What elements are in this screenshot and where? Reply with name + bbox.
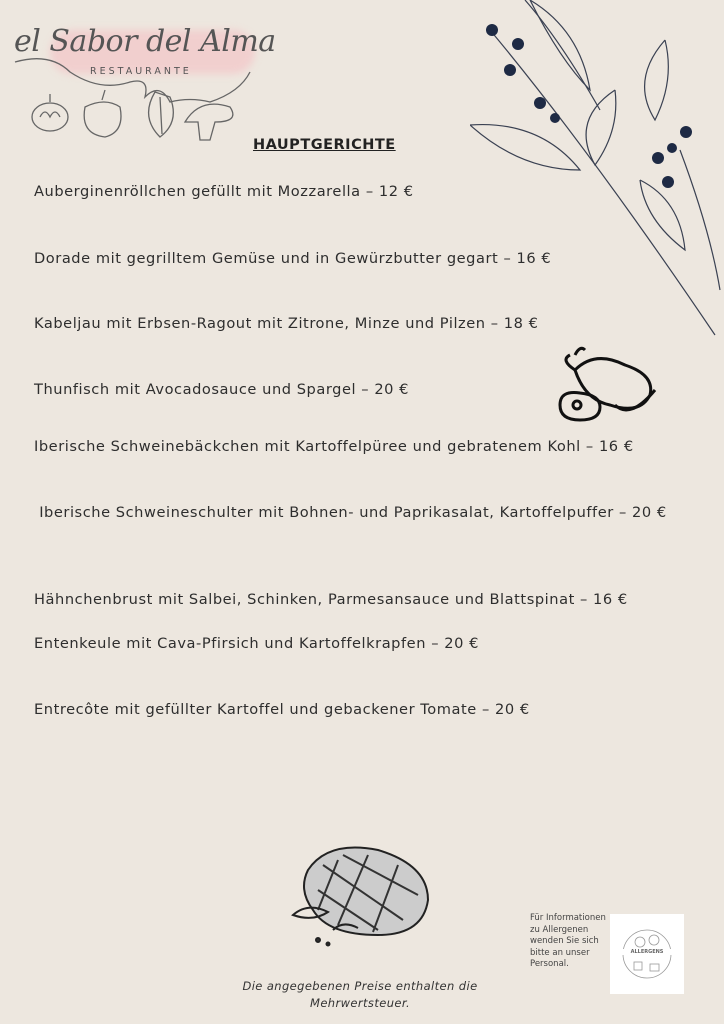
menu-item: Iberische Schweineschulter mit Bohnen- und Paprikasalat, Kartoffelpuffer – 20 € bbox=[34, 504, 667, 521]
vat-footer-note: Die angegebenen Preise enthalten die Mehrwertsteuer. bbox=[242, 979, 478, 1010]
menu-item: Iberische Schweinebäckchen mit Kartoffelpüree und gebratenem Kohl – 16 € bbox=[34, 438, 634, 455]
chicken-meat-icon bbox=[555, 345, 660, 425]
logo-name: el Sabor del Alma bbox=[14, 24, 276, 59]
menu-item: Entrecôte mit gefüllter Kartoffel und gebackener Tomate – 20 € bbox=[34, 701, 530, 718]
menu-item: Thunfisch mit Avocadosauce und Spargel – 20 € bbox=[34, 381, 410, 398]
menu-item: Kabeljau mit Erbsen-Ragout mit Zitrone, Minze und Pilzen – 18 € bbox=[34, 315, 539, 332]
allergen-image bbox=[610, 914, 684, 994]
steak-icon bbox=[288, 840, 433, 950]
menu-item: Auberginenröllchen gefüllt mit Mozzarella – 12 € bbox=[34, 183, 414, 200]
vegetables-line-art-icon bbox=[10, 22, 275, 147]
logo-subtitle: RESTAURANTE bbox=[90, 66, 192, 77]
section-heading: HAUPTGERICHTE bbox=[253, 137, 396, 153]
allergen-image-label: ALLERGENS bbox=[610, 949, 684, 955]
menu-item: Hähnchenbrust mit Salbei, Schinken, Parmesansauce und Blattspinat – 16 € bbox=[34, 591, 628, 608]
menu-item: Entenkeule mit Cava-Pfirsich und Kartoffelkrapfen – 20 € bbox=[34, 635, 479, 652]
menu-item: Dorade mit gegrilltem Gemüse und in Gewürzbutter gegart – 16 € bbox=[34, 250, 552, 267]
allergen-note: Für Informationen zu Allergenen wenden Sie sich bitte an unser Personal. bbox=[530, 913, 606, 969]
olive-branch-icon bbox=[470, 0, 724, 340]
